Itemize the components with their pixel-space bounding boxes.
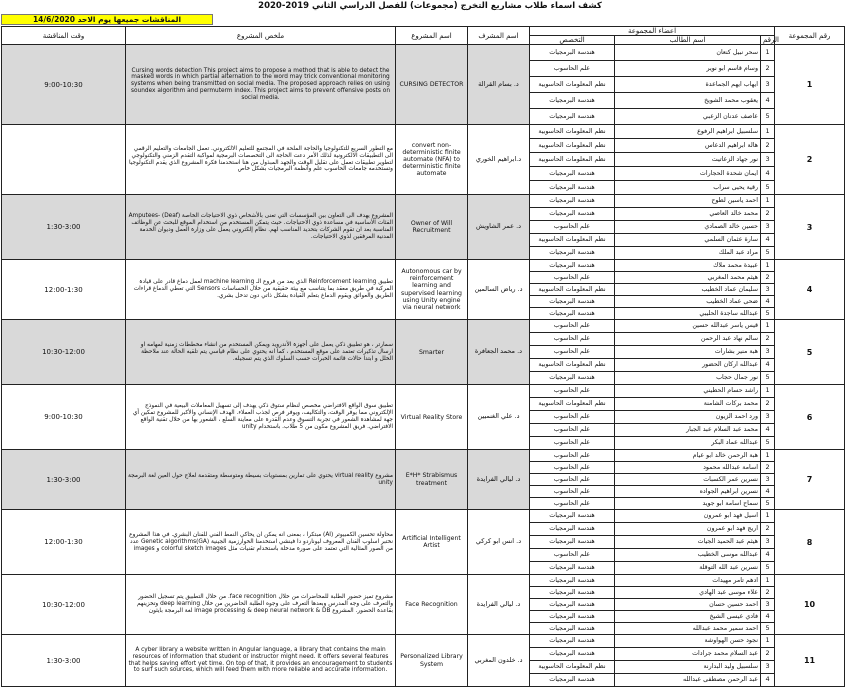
group-project-name: Artificial Intelligent Artist <box>396 510 468 575</box>
student-sn: 1 <box>761 635 775 648</box>
student-sn: 1 <box>761 450 775 462</box>
header-time: وقت المناقشة <box>2 27 126 45</box>
student-name: اسيل فهد ابو عمرون <box>615 510 761 523</box>
student-sn: 3 <box>761 221 775 234</box>
student-major: علم الحاسوب <box>530 61 615 77</box>
student-sn: 4 <box>761 674 775 687</box>
student-name: وسام قاسم ابو نوير <box>615 61 761 77</box>
table-row <box>2 320 845 333</box>
student-major: هندسة البرمجيات <box>530 635 615 648</box>
student-sn: 5 <box>761 437 775 450</box>
student-sn: 3 <box>761 153 775 167</box>
student-name: حسين خالد الصمادي <box>615 221 761 234</box>
student-name: عبدالله عماد البكر <box>615 437 761 450</box>
group-abstract: A cyber library a website written in Angular language, a library that contains the main resources of information that student or instructor might need. It offers several features that helps saving effort yet time. On top of that, it provides an encouragement to students to surf such sources, which will feed them with more reliable and accurate information. <box>126 635 396 687</box>
group-abstract: محاولة تحسين الكمبيوتر (AI) مبتكرا ، بمعنى انه يمكن ان يحاكي النمط الفني للفنان البشري. في هذا المشروع نختبر اسلوب الفنان المعروف ليوناردو دا فينشي استخدمنا الخوارزمية الجينية (GA)Genetic algorithms عدد من الصور المثالية التي تعتمد على صورة مدخلة باستخدام تقنيات مثل colorful sketch images و images <box>126 510 396 575</box>
student-major: هندسة البرمجيات <box>530 510 615 523</box>
student-name: محمد بركات الشامنة <box>615 398 761 411</box>
student-name: نسرين ابراهيم الجواده <box>615 486 761 498</box>
student-major: هندسة البرمجيات <box>530 181 615 195</box>
student-name: سماح اسامة ابو جويد <box>615 498 761 510</box>
group-time: 10:30-12:00 <box>2 575 126 635</box>
student-sn: 5 <box>761 562 775 575</box>
group-time: 10:30-12:00 <box>2 320 126 385</box>
student-sn: 5 <box>761 247 775 260</box>
group-number: 7 <box>775 450 845 510</box>
group-supervisor: د. خلدون المغربي <box>468 635 530 687</box>
student-name: هبة الرحمن خالد ابو عيام <box>615 450 761 462</box>
student-name: نسرين عمر الكسبات <box>615 474 761 486</box>
student-major: نظم المعلومات الحاسوبية <box>530 359 615 372</box>
discussion-date-note: المناقشات جميعها يوم الاحد 14/6/2020 <box>1 14 213 25</box>
student-sn: 4 <box>761 424 775 437</box>
student-name: اسامة عبدالله محمود <box>615 462 761 474</box>
groups-table <box>1 26 845 687</box>
group-project-name: Owner of Will Recruitment <box>396 195 468 260</box>
group-supervisor: د. ليالي الفرايدة <box>468 450 530 510</box>
student-name: سلسبيل ابراهيم الرفوع <box>615 125 761 139</box>
student-name: يعقوب محمد الشويخ <box>615 93 761 109</box>
group-time: 1:30-3:00 <box>2 195 126 260</box>
student-major: هندسة البرمجيات <box>530 208 615 221</box>
group-supervisor: د. عمر الشاويش <box>468 195 530 260</box>
student-sn: 5 <box>761 623 775 635</box>
student-major: علم الحاسوب <box>530 450 615 462</box>
student-sn: 5 <box>761 109 775 125</box>
student-major: هندسة البرمجيات <box>530 296 615 308</box>
student-major: هندسة البرمجيات <box>530 260 615 272</box>
group-supervisor: د. ليالي الفرايدة <box>468 575 530 635</box>
student-sn: 2 <box>761 523 775 536</box>
student-name: عبدالله اركان الحضور <box>615 359 761 372</box>
student-sn: 1 <box>761 45 775 61</box>
header-sn: الرقم <box>761 36 775 45</box>
student-major: هندسة البرمجيات <box>530 167 615 181</box>
student-name: سحر نبيل كنعان <box>615 45 761 61</box>
table-row <box>2 510 845 523</box>
student-major: نظم المعلومات الحاسوبية <box>530 139 615 153</box>
group-abstract: مشروع virtual reality يحتوي على تمارين بمستويات بسيطة ومتوسطة ومتقدمة لعلاج حول العين لغة البرمجة unity <box>126 450 396 510</box>
student-major: هندسة البرمجيات <box>530 587 615 599</box>
student-sn: 1 <box>761 320 775 333</box>
student-major: هندسة البرمجيات <box>530 372 615 385</box>
student-sn: 5 <box>761 181 775 195</box>
student-sn: 1 <box>761 260 775 272</box>
student-name: احمد سمير محمد عبدالله <box>615 623 761 635</box>
student-sn: 4 <box>761 486 775 498</box>
student-major: هندسة البرمجيات <box>530 648 615 661</box>
group-number: 6 <box>775 385 845 450</box>
student-name: مراد عبد الملك <box>615 247 761 260</box>
group-supervisor: د. بسام القرالة <box>468 45 530 125</box>
group-number: 3 <box>775 195 845 260</box>
student-sn: 5 <box>761 372 775 385</box>
header-row-1 <box>2 27 845 36</box>
student-name: فادي عيسى الشيخ <box>615 611 761 623</box>
student-major: علم الحاسوب <box>530 411 615 424</box>
student-name: هيثم عبد الحميد الجيات <box>615 536 761 549</box>
group-time: 12:00-1:30 <box>2 510 126 575</box>
student-major: علم الحاسوب <box>530 474 615 486</box>
student-major: علم الحاسوب <box>530 346 615 359</box>
student-sn: 1 <box>761 125 775 139</box>
student-major: علم الحاسوب <box>530 385 615 398</box>
student-name: احمد حسين حسان <box>615 599 761 611</box>
student-major: هندسة البرمجيات <box>530 575 615 587</box>
student-sn: 2 <box>761 272 775 284</box>
group-project-name: Smarter <box>396 320 468 385</box>
student-sn: 2 <box>761 462 775 474</box>
group-supervisor: د.ابراهيم الخوري <box>468 125 530 195</box>
student-major: علم الحاسوب <box>530 486 615 498</box>
student-sn: 3 <box>761 661 775 674</box>
student-major: هندسة البرمجيات <box>530 536 615 549</box>
student-name: رقية يحيى سراب <box>615 181 761 195</box>
student-name: ورد احمد الزيون <box>615 411 761 424</box>
group-time: 12:00-1:30 <box>2 260 126 320</box>
group-project-name: convert non-deterministic finite automate (NFA) to deterministic finite automate <box>396 125 468 195</box>
student-name: نسرين عبد الله التوقلة <box>615 562 761 575</box>
student-sn: 4 <box>761 93 775 109</box>
student-sn: 4 <box>761 611 775 623</box>
student-name: ادهم تامر مهيدات <box>615 575 761 587</box>
student-sn: 1 <box>761 575 775 587</box>
student-name: عاصف عدنان الزعبي <box>615 109 761 125</box>
student-name: سارة عثمان السلمي <box>615 234 761 247</box>
student-major: علم الحاسوب <box>530 437 615 450</box>
group-supervisor: د. انس ابو كركي <box>468 510 530 575</box>
student-name: هبة منير بشارات <box>615 346 761 359</box>
student-major: هندسة البرمجيات <box>530 611 615 623</box>
student-name: سليمان عماد الخطيب <box>615 284 761 296</box>
table-row <box>2 450 845 462</box>
student-sn: 2 <box>761 587 775 599</box>
student-name: قيس ياسر عبدالله حسين <box>615 320 761 333</box>
student-name: علاء موسى عبد الهادي <box>615 587 761 599</box>
student-sn: 3 <box>761 599 775 611</box>
student-sn: 2 <box>761 333 775 346</box>
student-major: هندسة البرمجيات <box>530 523 615 536</box>
table-row <box>2 45 845 61</box>
student-name: نور جهاد الزعاتيت <box>615 153 761 167</box>
group-number: 8 <box>775 510 845 575</box>
group-number: 10 <box>775 575 845 635</box>
student-sn: 5 <box>761 498 775 510</box>
page-title: كشف اسماء طلاب مشاريع التخرج (مجموعات) للفصل الدراسي الثاني 2019-2020 <box>258 1 602 11</box>
student-major: هندسة البرمجيات <box>530 93 615 109</box>
group-supervisor: د. رياض السالمين <box>468 260 530 320</box>
student-name: محمد عبد السلام عبد الجبار <box>615 424 761 437</box>
student-major: علم الحاسوب <box>530 549 615 562</box>
student-sn: 2 <box>761 648 775 661</box>
student-name: عبد السلام محمد جرادات <box>615 648 761 661</box>
group-number: 1 <box>775 45 845 125</box>
group-abstract: Cursing words detection This project aims to propose a method that is able to detect the masked words in which partial alternation to the word may trick conventional monitoring systems when being transmitted on social media. The proposed approach relies on using soundex algorithm and permuterm index. This project aims to prevent offensive posts on social media. <box>126 45 396 125</box>
student-major: علم الحاسوب <box>530 498 615 510</box>
student-sn: 5 <box>761 308 775 320</box>
student-sn: 3 <box>761 536 775 549</box>
student-major: نظم المعلومات الحاسوبية <box>530 234 615 247</box>
group-number: 11 <box>775 635 845 687</box>
group-project-name: Face Recognition <box>396 575 468 635</box>
student-major: هندسة البرمجيات <box>530 623 615 635</box>
group-project-name: E*H* Strabismus treatment <box>396 450 468 510</box>
student-name: عبدالله ساجدة الحليبي <box>615 308 761 320</box>
student-name: ايهاب ايهم الجماعدة <box>615 77 761 93</box>
student-major: هندسة البرمجيات <box>530 674 615 687</box>
header-supervisor: اسم المشرف <box>468 27 530 45</box>
group-time: 9:00-10:30 <box>2 385 126 450</box>
student-name: اريج فهد ابو عمرون <box>615 523 761 536</box>
student-major: هندسة البرمجيات <box>530 45 615 61</box>
header-members: اعضاء المجموعة <box>530 27 775 36</box>
group-number: 2 <box>775 125 845 195</box>
group-abstract: المشروع يهدف الى التعاون بين المؤسسات التي تعنى بالأشخاص ذوي الاحتياجات الخاصة (Deaf) -Amputees الفئات الأساسية في مساعدة ذوي الاحتياجات. حيث يتمكن المستخدم من استخدام الموقع للبحث عن الوظائف المناسبة بعد ان تقوم الشركات بتحديد المناسب لهم. نظام إلكتروني يعمل على وزارة العمل وديوان الخدمة المدنية المرفقين لذوي الاحتياجات. <box>126 195 396 260</box>
header-major: التخصص <box>530 36 615 45</box>
student-name: هيثم محمد المغربي <box>615 272 761 284</box>
student-sn: 1 <box>761 195 775 208</box>
student-name: عبدالله موسى الخطيب <box>615 549 761 562</box>
student-name: محمد خالد العاصي <box>615 208 761 221</box>
student-major: نظم المعلومات الحاسوبية <box>530 398 615 411</box>
student-sn: 2 <box>761 139 775 153</box>
student-sn: 3 <box>761 346 775 359</box>
student-major: هندسة البرمجيات <box>530 195 615 208</box>
group-project-name: Autonomous car by reinforcement learning and supervised learning using Unity engine via neural network <box>396 260 468 320</box>
group-abstract: تطبيق سوق الواقع الافتراضي مخصص لنظام ستوق ذكي يهدف إلى تسهيل المعاملات البيعية في النموذج الإلكتروني مما يوفر الوقت، والتكاليف، ويوفر فرص لجذب العملاء. الهدف الإنساني والأكبر للمشروع تمكين أي جهة لمشاهدة الشعور في تجربة التسوق وعدم القدرة على معاينة السلع ، الشعور بها من خلال تقنية الواقع الافتراضي. فريق المشروع مكون من 5 طلاب. باستخدام unity <box>126 385 396 450</box>
student-name: ضحى عماد الخطيب <box>615 296 761 308</box>
student-sn: 4 <box>761 296 775 308</box>
student-name: احمد ياسين لطوح <box>615 195 761 208</box>
student-major: نظم المعلومات الحاسوبية <box>530 153 615 167</box>
table-row <box>2 125 845 139</box>
student-sn: 3 <box>761 474 775 486</box>
student-name: راشد حسام الحطيني <box>615 385 761 398</box>
student-sn: 1 <box>761 510 775 523</box>
student-name: نجود حسن الهواوشة <box>615 635 761 648</box>
table-row <box>2 195 845 208</box>
table-row <box>2 385 845 398</box>
student-name: نور جمال حجاب <box>615 372 761 385</box>
student-sn: 4 <box>761 359 775 372</box>
header-project: اسم المشروع <box>396 27 468 45</box>
student-major: هندسة البرمجيات <box>530 562 615 575</box>
student-major: علم الحاسوب <box>530 333 615 346</box>
student-name: عبد الرحمن مصطفى عبدالله <box>615 674 761 687</box>
group-project-name: Virtual Reality Store <box>396 385 468 450</box>
table-row <box>2 260 845 272</box>
group-abstract: سمارتر ، هو تطبيق ذكي يعمل على أجهزة الأندرويد ويمكن المستخدم من انشاء مخططات زمنية لمهامه او ارسال تذكيرات تعتمد على موقع المستخدم ، كما انه يحتوي على نظام قياسي يتم تلقيه الحالة عند ملاحظة الخلل و ابتدا حالات قائمة الخبرات حسب السلوك الذي يتم تسجيله. <box>126 320 396 385</box>
group-time <box>2 125 126 195</box>
student-major: علم الحاسوب <box>530 462 615 474</box>
student-major: علم الحاسوب <box>530 272 615 284</box>
student-sn: 3 <box>761 77 775 93</box>
student-sn: 4 <box>761 167 775 181</box>
student-major: نظم المعلومات الحاسوبية <box>530 77 615 93</box>
student-name: هالة ابراهيم الدعاس <box>615 139 761 153</box>
student-sn: 2 <box>761 398 775 411</box>
student-sn: 3 <box>761 284 775 296</box>
group-supervisor: د. محمد الجعافرة <box>468 320 530 385</box>
group-time: 9:00-10:30 <box>2 45 126 125</box>
group-project-name: CURSING DETECTOR <box>396 45 468 125</box>
student-sn: 2 <box>761 208 775 221</box>
student-major: علم الحاسوب <box>530 221 615 234</box>
group-abstract: مشروع تميز حضور الطلبة للمحاضرات من خلال face recognition. من خلال التطبيق يتم تسجيل الحضور والتعرف على وجه المدرس وبعدها التعرف على وجوه الطلبة الحاضرين من خلال deep learning وتخزينهم بقاعدة الحضور. المشروع image processing & deep neural network & DB لغة البرمجة بايثون <box>126 575 396 635</box>
table-row <box>2 635 845 648</box>
group-time: 1:30-3:00 <box>2 450 126 510</box>
student-major: نظم المعلومات الحاسوبية <box>530 125 615 139</box>
student-sn: 4 <box>761 234 775 247</box>
student-major: علم الحاسوب <box>530 320 615 333</box>
header-student: اسم الطالب <box>615 36 761 45</box>
student-sn: 2 <box>761 61 775 77</box>
student-major: هندسة البرمجيات <box>530 109 615 125</box>
student-major: هندسة البرمجيات <box>530 308 615 320</box>
group-supervisor: د. علي الغنميين <box>468 385 530 450</box>
group-abstract: مع التطور السريع للتكنولوجيا والحاجة الملحة في المجتمع للتعليم الالكتروني. تعمل الجامعات والتعليم الرقمي الى التطبيقات الالكترونية لذلك الأمر دعت الحاجة الى التخصصات البرمجية لمواكبة التقدم الزمني والتكنولوجي لتطوير تطبيقات تعمل على تقليل الوقت والجهد المبذول من هنا استخدمنا فكرة المشروع الذي يقدم التكنولوجيا وتستخدمه جامعات الحاسوب علم وانظمة البرمجيات بشكل خاص <box>126 125 396 195</box>
student-name: ايمان شحدة الحجارات <box>615 167 761 181</box>
header-group: رقم المجموعة <box>775 27 845 45</box>
student-name: عبيدة محمد ملاك <box>615 260 761 272</box>
student-sn: 1 <box>761 385 775 398</box>
group-number: 4 <box>775 260 845 320</box>
student-sn: 4 <box>761 549 775 562</box>
student-major: نظم المعلومات الحاسوبية <box>530 661 615 674</box>
table-row <box>2 575 845 587</box>
group-number: 5 <box>775 320 845 385</box>
group-abstract: تطبيق Reinforcement learning الذي يعد من فروع الـ machine learning لعمل دماغ قادر على قيادة المركبة في طريق معقد بما يتناسب مع بيئة حقيقية من خلال الحساسات Sensors التي تعطي الدماغ قراءات الطريق والعوائق ويقوم الدماغ بتعلم القيادة بشكل ذاتي دون تدخل بشري. <box>126 260 396 320</box>
header-abstract: ملخص المشروع <box>126 27 396 45</box>
student-major: هندسة البرمجيات <box>530 247 615 260</box>
group-project-name: Personalized Library System <box>396 635 468 687</box>
student-major: علم الحاسوب <box>530 424 615 437</box>
student-name: سالم نهاد عبد الرحمن <box>615 333 761 346</box>
student-major: هندسة البرمجيات <box>530 599 615 611</box>
group-time: 1:30-3:00 <box>2 635 126 687</box>
student-sn: 3 <box>761 411 775 424</box>
student-name: سلسبيل وليد البدارنة <box>615 661 761 674</box>
student-major: نظم المعلومات الحاسوبية <box>530 284 615 296</box>
groups-body <box>2 45 845 687</box>
